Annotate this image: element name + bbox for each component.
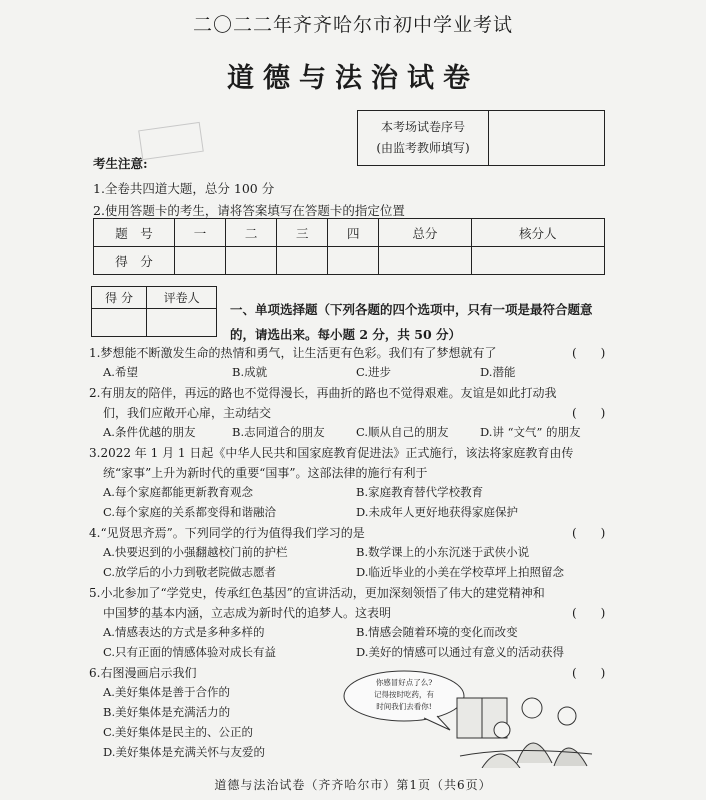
q6-option-a: A.美好集体是善于合作的 xyxy=(103,685,230,699)
q4-option-c: C.放学后的小力到敬老院做志愿者 xyxy=(103,565,277,579)
q1-option-c: C.进步 xyxy=(356,365,392,379)
q5-option-b: B.情感会随着环境的变化而改变 xyxy=(356,625,518,639)
score-header-cell: 总分 xyxy=(379,219,471,247)
q2-option-c: C.顺从自己的朋友 xyxy=(356,425,449,439)
grader-table xyxy=(91,286,217,337)
q5-option-a: A.情感表达的方式是多种多样的 xyxy=(103,625,265,639)
q1-option-b: B.成就 xyxy=(232,365,268,379)
question-5-stem-line1: 5.小北参加了“学党史，传承红色基因”的宣讲活动，更加深刻领悟了伟大的建党精神和 xyxy=(89,586,545,600)
notice-item-1: 1.全卷共四道大题，总分 100 分 xyxy=(93,181,275,196)
question-4-stem: 4.“见贤思齐焉”。下列同学的行为值得我们学习的是 xyxy=(89,526,365,540)
score-cell xyxy=(379,247,471,275)
q4-option-b: B.数学课上的小东沉迷于武侠小说 xyxy=(356,545,530,559)
page-footer: 道德与法治试卷（齐齐哈尔市）第1页（共6页） xyxy=(214,778,492,792)
score-table-header-row xyxy=(94,219,605,247)
q5-option-c: C.只有正面的情感体验对成长有益 xyxy=(103,645,277,659)
q2-option-d: D.讲 “文气” 的朋友 xyxy=(480,425,581,439)
score-cell xyxy=(328,247,379,275)
q1-option-d: D.潜能 xyxy=(480,365,516,379)
q3-option-b: B.家庭教育替代学校教育 xyxy=(356,485,484,499)
q3-option-c: C.每个家庭的关系都变得和谐融洽 xyxy=(103,505,277,519)
grader-name-cell xyxy=(147,309,217,337)
question-2-stem-line1: 2.有朋友的陪伴，再远的路也不觉得漫长，再曲折的路也不觉得艰难。友谊是如此打动我 xyxy=(89,386,557,400)
question-3-stem-line2: 统“家事”上升为新时代的重要“国事”。这部法律的施行有利于 xyxy=(103,466,428,480)
exam-title: 二〇二二年齐齐哈尔市初中学业考试 xyxy=(192,14,513,36)
score-cell xyxy=(226,247,277,275)
question-2-stem-line2: 们，我们应敞开心扉，主动结交 xyxy=(103,406,272,420)
score-row-label: 得 分 xyxy=(94,247,175,275)
q2-option-a: A.条件优越的朋友 xyxy=(103,425,196,439)
answer-paren: ( ) xyxy=(572,406,606,420)
score-cell xyxy=(175,247,226,275)
q6-option-d: D.美好集体是充满关怀与友爱的 xyxy=(103,745,265,759)
section-1-line1: 一、单项选择题（下列各题的四个选项中，只有一项是最符合题意 xyxy=(230,302,593,317)
serial-number-box xyxy=(357,110,605,166)
section-1-heading xyxy=(230,297,610,347)
bubble-text-3: 时间我们去看你! xyxy=(376,702,432,711)
grader-score-label: 得 分 xyxy=(92,287,147,309)
serial-label xyxy=(358,111,489,165)
score-header-cell: 四 xyxy=(328,219,379,247)
question-1-stem: 1.梦想能不断激发生命的热情和勇气，让生活更有色彩。我们有了梦想就有了 xyxy=(89,346,497,360)
serial-label-line2: (由监考教师填写) xyxy=(376,141,470,155)
bubble-text-1: 你感冒好点了么? xyxy=(375,678,433,687)
bubble-text-2: 记得按时吃药，有 xyxy=(374,690,434,699)
q3-option-d: D.未成年人更好地获得家庭保护 xyxy=(356,505,518,519)
question-5-stem-line2: 中国梦的基本内涵，立志成为新时代的追梦人。这表明 xyxy=(103,606,392,620)
q2-option-b: B.志同道合的朋友 xyxy=(232,425,325,439)
score-header-cell: 三 xyxy=(277,219,328,247)
score-table-row xyxy=(94,247,605,275)
notice-title: 考生注意: xyxy=(93,156,148,171)
q6-option-b: B.美好集体是充满活力的 xyxy=(103,705,231,719)
q5-option-d: D.美好的情感可以通过有意义的活动获得 xyxy=(356,645,564,659)
subject-title: 道德与法治试卷 xyxy=(227,63,479,94)
answer-paren: ( ) xyxy=(572,526,606,540)
score-cell xyxy=(471,247,604,275)
grader-score-cell xyxy=(92,309,147,337)
q4-option-d: D.临近毕业的小美在学校草坪上拍照留念 xyxy=(356,565,564,579)
serial-label-line1: 本考场试卷序号 xyxy=(380,120,465,134)
speech-bubble xyxy=(344,671,464,730)
answer-paren: ( ) xyxy=(572,346,606,360)
answer-paren: ( ) xyxy=(572,666,606,680)
score-header-cell: 二 xyxy=(226,219,277,247)
q3-option-a: A.每个家庭都能更新教育观念 xyxy=(103,485,253,499)
section-1-line2: 的，请选出来。每小题 2 分，共 50 分） xyxy=(230,327,462,342)
answer-paren: ( ) xyxy=(572,606,606,620)
notice-item-2: 2.使用答题卡的考生，请将答案填写在答题卡的指定位置 xyxy=(93,203,405,218)
students-drawing xyxy=(457,698,592,768)
q1-option-a: A.希望 xyxy=(103,365,138,379)
cartoon-illustration xyxy=(342,668,600,768)
score-table xyxy=(93,218,605,275)
q6-option-c: C.美好集体是民主的、公正的 xyxy=(103,725,254,739)
faint-stamp xyxy=(138,122,204,160)
q4-option-a: A.快要迟到的小强翻越校门前的护栏 xyxy=(103,545,288,559)
score-header-cell: 题 号 xyxy=(94,219,175,247)
score-cell xyxy=(277,247,328,275)
score-header-cell: 一 xyxy=(175,219,226,247)
grader-name-label: 评卷人 xyxy=(147,287,217,309)
score-header-cell: 核分人 xyxy=(471,219,604,247)
question-3-stem-line1: 3.2022 年 1 月 1 日起《中华人民共和国家庭教育促进法》正式施行，该法将家庭教育由传 xyxy=(89,446,574,460)
question-6-stem: 6.右图漫画启示我们 xyxy=(89,666,197,680)
